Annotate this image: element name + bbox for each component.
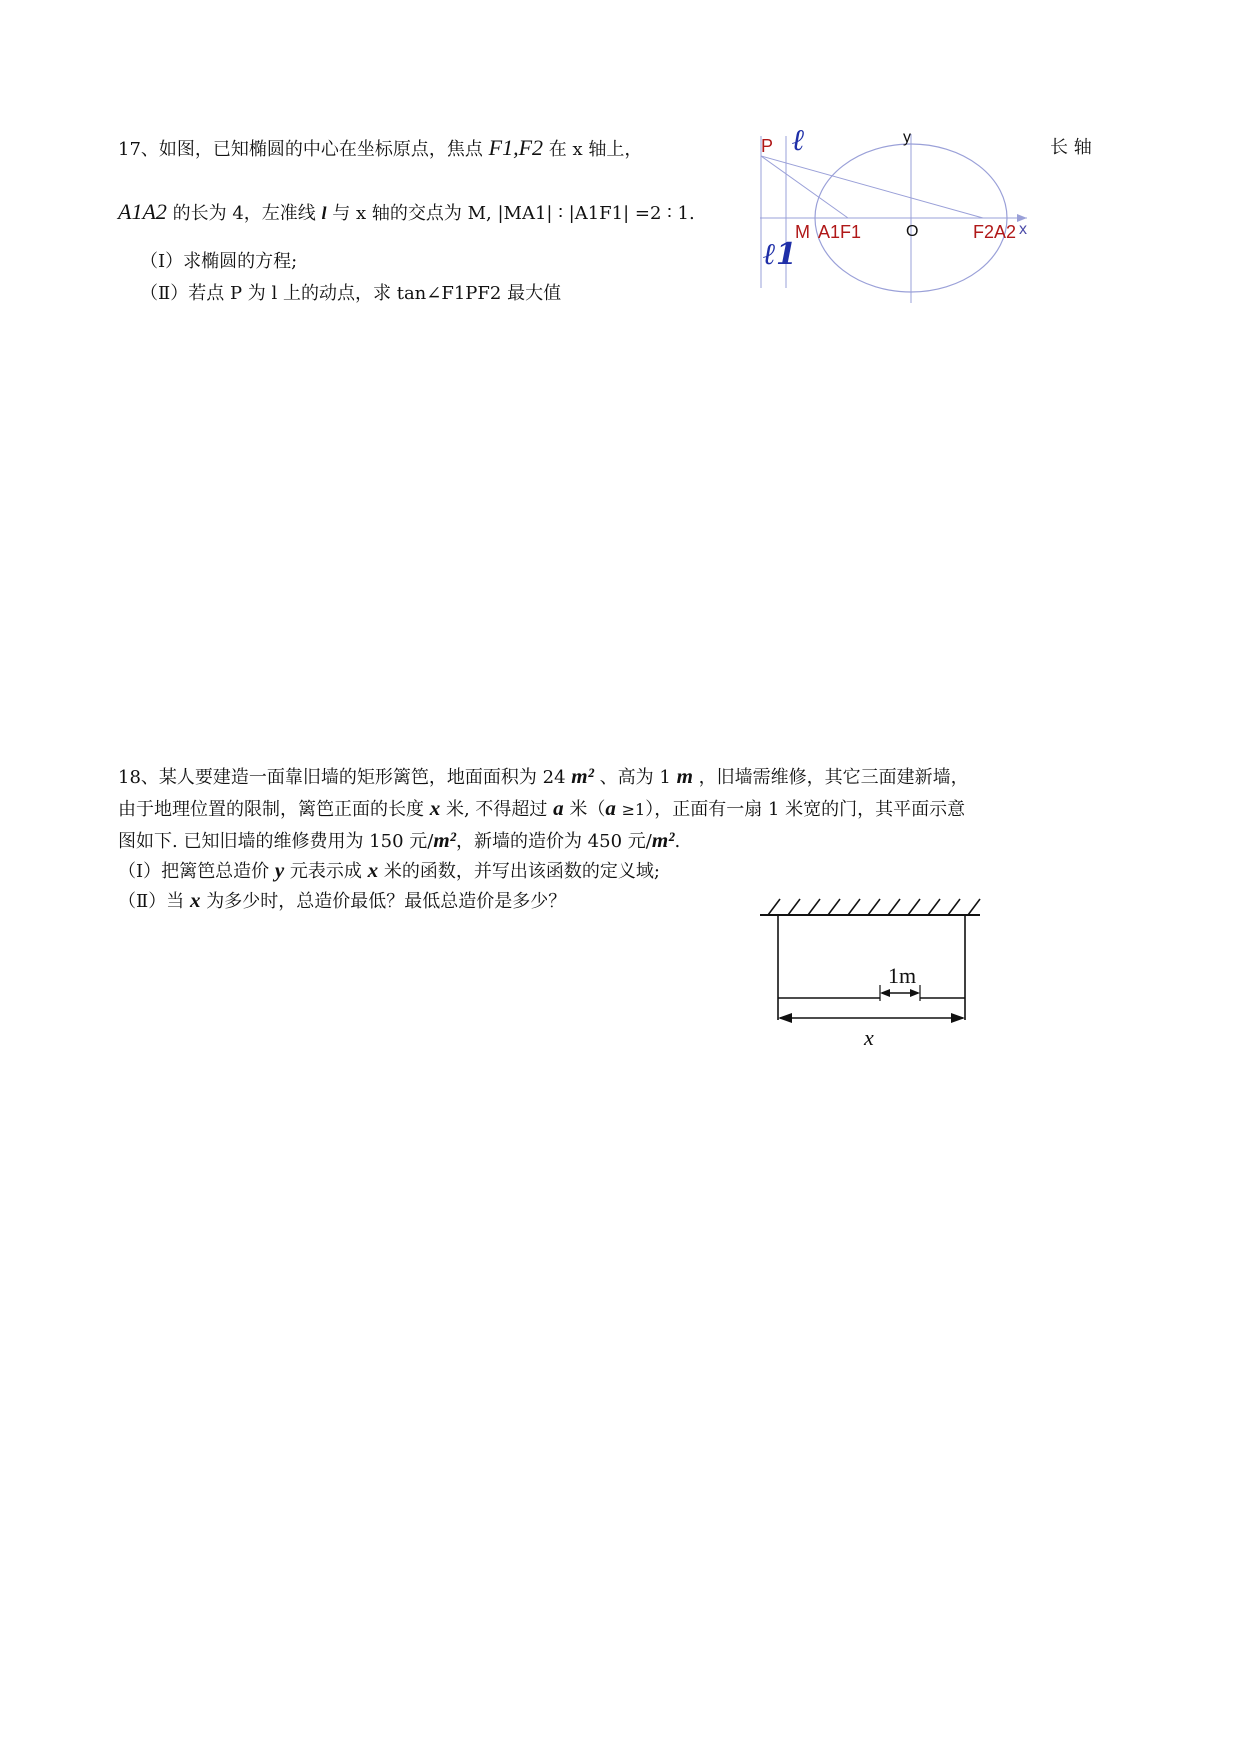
- var-a2: a: [605, 796, 616, 820]
- var-x: x: [429, 796, 441, 820]
- label-y: y: [903, 129, 911, 146]
- var-x-c: x: [189, 888, 201, 912]
- var-a: a: [553, 796, 564, 820]
- label-p: P: [761, 136, 774, 156]
- unit-m: m: [676, 764, 693, 788]
- l-symbol: l: [321, 203, 327, 223]
- p17-part1: （Ⅰ）求椭圆的方程;: [140, 251, 298, 272]
- p18-line3: 图如下. 已知旧墙的维修费用为 150 元/m²，新墙的造价为 450 元/m².: [118, 828, 681, 852]
- label-o: O: [906, 223, 919, 240]
- ellipse-figure: [755, 123, 1035, 308]
- p17-line1-right: 长 轴: [1050, 137, 1092, 158]
- unit-m2-c: m²: [651, 828, 675, 852]
- fence-figure: [760, 895, 1000, 1065]
- door-arrow-left: [880, 989, 890, 997]
- p18-part1: （Ⅰ）把篱笆总造价 y 元表示成 x 米的函数，并写出该函数的定义域;: [118, 858, 660, 882]
- label-a1f1: A1F1: [818, 222, 862, 242]
- label-x: x: [1019, 221, 1027, 238]
- wall-hatch: [768, 899, 980, 915]
- a1a2-symbol: A1A2: [118, 199, 167, 224]
- x-dim-arrow-left: [778, 1013, 792, 1023]
- p18-line2: 由于地理位置的限制，篱笆正面的长度 x 米, 不得超过 a 米（a ≥1），正面有一扇 1 米宽的门，其平面示意: [118, 796, 966, 820]
- p18-line1: 18、某人要建造一面靠旧墙的矩形篱笆，地面面积为 24 m² 、高为 1 m ，旧墙需维修，其它三面建新墙，: [118, 764, 969, 788]
- var-y: y: [274, 858, 285, 882]
- label-x-dim: x: [864, 1025, 874, 1050]
- f1f2-symbol: F1,F2: [488, 135, 544, 160]
- line-p-f1: [761, 156, 848, 218]
- label-m: M: [795, 222, 810, 242]
- p18-part2: （Ⅱ）当 x 为多少时，总造价最低？最低总造价是多少？: [118, 888, 567, 912]
- var-x-b: x: [367, 858, 379, 882]
- garbled-symbol: ≥1: [621, 800, 646, 819]
- unit-m2: m²: [571, 764, 594, 788]
- p17-line1: 17、如图，已知椭圆的中心在坐标原点，焦点 F1,F2 在 x 轴上，: [118, 135, 643, 160]
- x-dim-arrow-right: [951, 1013, 965, 1023]
- label-l: ℓ: [792, 123, 805, 158]
- door-arrow-right: [910, 989, 920, 997]
- label-l1: ℓ1: [763, 237, 797, 272]
- line-p-f2: [761, 156, 983, 218]
- unit-m2-b: m²: [433, 828, 456, 852]
- p17-part2: （Ⅱ）若点 P 为 l 上的动点，求 tan∠F1PF2 最大值: [140, 283, 562, 304]
- label-1m: 1m: [888, 963, 917, 988]
- label-f2a2: F2A2: [973, 222, 1017, 242]
- p17-line2: A1A2 的长为 4，左准线 l 与 x 轴的交点为 M, |MA1| ∶ |A1F1| =2 ∶ 1.: [118, 199, 695, 224]
